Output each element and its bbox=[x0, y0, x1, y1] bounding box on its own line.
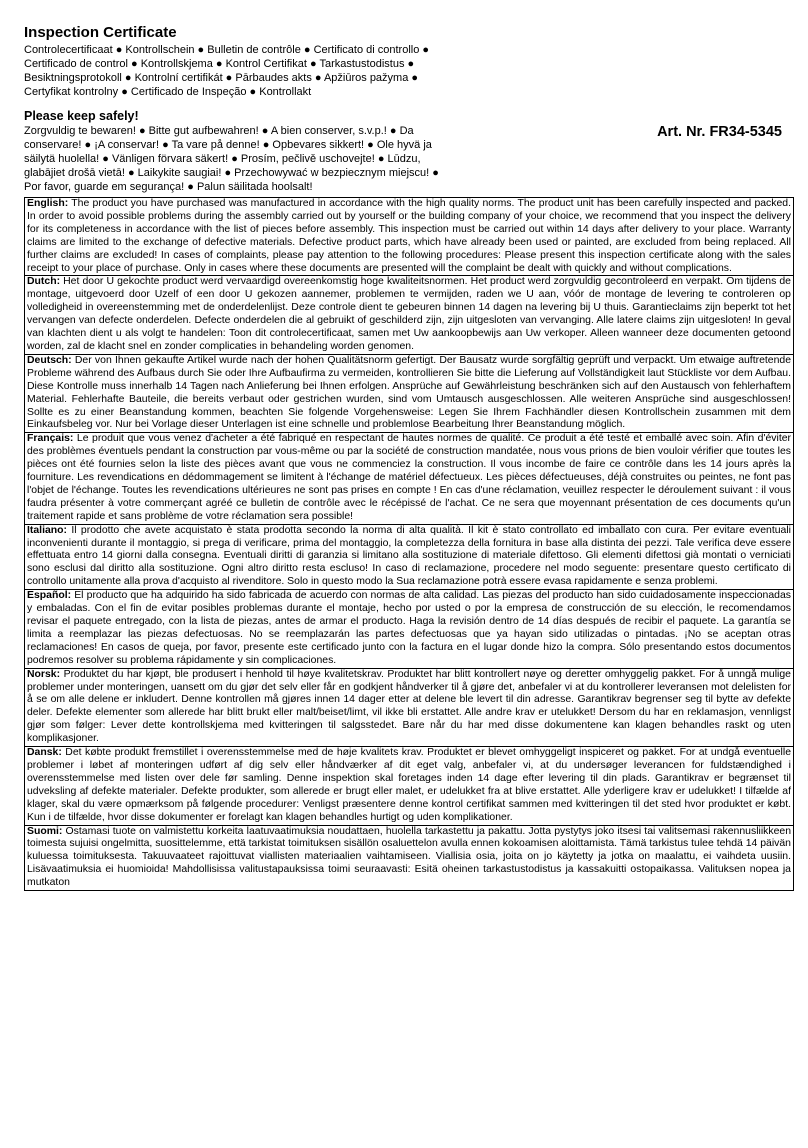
section-language-label: English: bbox=[27, 198, 69, 209]
section-text: Det købte produkt fremstillet i overensstemmelse med de høje kvalitets krav. Produktet er blevet omhyggeligt inspiceret og pakket. For at undgå eventuelle problemer i løbet af monteringen udført af dig selv eller håndværker af dit eget valg, anbefaler vi, at du undersøger leverancen for fuldstændighed i overensstemmelse med listen over dele før samling. Denne inspektion skal foretages inden 14 dage efter levering til din plads. Garantikrav er begrænset til udveksling af defekte materialer. Defekte produkter, som allerede er brugt eller malet, er udelukket fra at blive erstattet. Alle yderligere krav er udelukket! I tilfælde af klager, skal du være opmærksom på følgende procedurer: Venligst præsentere denne kontrol certifikat sammen med kvitteringen til det sted hvor produktet er købt. Kun i de tilfælde, hvor disse dokumenter er forelagt kan klagen behandles hurtigt og uden komplikationer. bbox=[27, 747, 791, 823]
section-dansk bbox=[25, 747, 793, 825]
title-translations: Controlecertificaat ● Kontrollschein ● Bulletin de contrôle ● Certificato di controllo ● Certificado de control ● Kontrollskjema ● Kontrol Certifikat ● Tarkastustodistus ● Besiktningsprotokoll ● Kontrolní certifikát ● Pārbaudes akts ● Apžiūros pažyma ● Certyfikat kontrolny ● Certificado de Inspeção ● Kontrollakt bbox=[24, 44, 430, 98]
section-text: El producto que ha adquirido ha sido fabricada de acuerdo con normas de alta calidad. Las piezas del producto han sido cuidadosamente inspeccionadas y embaladas. Con el fin de evitar posibles problemas durante el montaje, hecho por usted o por la empresa de construcción de su elección, le recomendamos revisar el paquete entregado, con la lista de piezas, antes de armar el producto. Haga la revisión dentro de 14 días después de recibir el paquete. La garantía se limita a reemplazar las piezas defectuosas. No se reemplazarán las partes defectuosas que ya hayan sido utilizadas o pintadas. ¡No se aceptan otras reclamaciones! En casos de queja, por favor, presente este certificado junto con la factura en el lugar donde hizo la compra. Sólo presentando estos documentos podremos resolver su problema rápidamente y sin complicaciones. bbox=[27, 590, 791, 666]
section-language-label: Dutch: bbox=[27, 276, 61, 288]
section-text: Le produit que vous venez d'acheter a été fabriqué en respectant de hautes normes de qualité. Ce produit a été testé et emballé avec soin. Afin d'éviter des problèmes éventuels pendant la construction par vous-même ou par la société de construction mandatée, nous vous prions de bien vouloir vérifier que toutes les pièces ont été fournies selon la liste des pièces avant que vous ne commenciez la construction. Il vous incombe de faire ce contrôle dans les 14 jours après la fourniture. Les revendications en dédommagement se limitent à l'échange de matériel défectueux. Les pièces défectueuses, déjà construites ou peintes, ne font pas l'objet de l'échange. Toutes les revendications ultérieures ne sont pas prises en compte ! En cas d'une réclamation, veuillez respecter le déroulement suivant : il vous faudra présenter à votre commerçant agréé ce bulletin de contrôle avec le récépissé de l'achat. Ce ne sera que moyennant présentation de ces documents qu'un traitement rapide et sans problème de votre réclamation sera possible! bbox=[27, 433, 791, 522]
section-dutch bbox=[25, 276, 793, 354]
section-english bbox=[25, 198, 793, 276]
section-norsk bbox=[25, 669, 793, 747]
section-text: Il prodotto che avete acquistato è stata prodotta secondo la norma di alta qualità. Il kit è stato controllato ed imballato con cura. Per evitare eventuali inconvenienti durante il montaggio, si prega di verificare, prima del montaggio, la completezza della fornitura in base alla distinta dei pezzi. Tale verifica deve essere effettuata entro 14 giorni dalla consegna. Eventuali diritti di garanzia si limitano alla sostituzione di materiale difettoso. Gli elementi difettosi già montati o verniciati sono esclusi dal diritto alla sostituzione. Ogni altro diritto resta escluso! In caso di reclamazione, procedere nel modo seguente: presentare questo certificato di controllo unitamente alla prova d'acquisto al rivenditore. Solo in questo modo la Sua reclamazione potrà essere evasa rapidamente e senza problemi. bbox=[27, 524, 791, 588]
section-language-label: Français: bbox=[27, 433, 74, 445]
section-deutsch bbox=[25, 355, 793, 433]
section-text: The product you have purchased was manufactured in accordance with the high quality norms. The product unit has been carefully inspected and packed. In order to avoid possible problems during the assembly carried out by yourself or the building company of your choice, we recommend that you inspect the delivery for its completeness in accordance with the list of pieces before assembly. This inspection must be carried out within 14 days after delivery to your place. Warranty claims are limited to the exchange of defective materials. Defective product parts, which have already been used or painted, are excluded from being replaced. All further claims are excluded! In cases of complaints, please pay attention to the following procedures: Please present this inspection certificate along with the sales receipt to your place of purchase. Only in cases where these documents are presented will the complaint be dealt with quickly and without complications. bbox=[27, 198, 791, 274]
page-title: Inspection Certificate bbox=[24, 24, 177, 41]
section-italiano bbox=[25, 525, 793, 591]
section-language-label: Italiano: bbox=[27, 524, 68, 536]
section-text: Het door U gekochte product werd vervaardigd overeenkomstig hoge kwaliteitsnormen. Het product werd zorgvuldig gecontroleerd en verpakt. Om tijdens de montage, uitgevoerd door Uzelf of een door U gekozen aannemer, problemen te vermijden, raden we U aan, vóór de montage de levering te controleren op volledigheid in overeenstemming met de onderdelenlijst. Deze controle dient te gebeuren binnen 14 dagen na levering bij U thuis. Garantieclaims zijn beperkt tot het vervangen van defecte onderdelen. Defecte onderdelen die al gebruikt of geschilderd zijn, zijn uitgesloten van vervanging. Alle latere claims zijn uitgesloten! In geval van klachten dient u als volgt te handelen: Toon dit controlecertificaat, samen met Uw aankoopbewijs aan Uw verkoper. Alleen wanneer deze documenten getoond worden, zal de klacht snel en zonder complicaties in behandeling worden genomen. bbox=[27, 276, 791, 352]
section-suomi bbox=[25, 826, 793, 891]
certificate-page bbox=[24, 24, 794, 891]
section-language-label: Deutsch: bbox=[27, 354, 72, 366]
keep-safely-heading: Please keep safely! bbox=[24, 109, 139, 123]
section-francais bbox=[25, 433, 793, 524]
section-language-label: Español: bbox=[27, 590, 72, 602]
section-text: Produktet du har kjøpt, ble produsert i henhold til høye kvalitetskrav. Produktet har blitt kontrollert nøye og deretter omhyggelig pakket. For å unngå mulige problemer under monteringen, uansett om du gjør det selv eller får en godkjent håndverker til å gjøre det, anbefaler vi at du kontrollerer leveransen mot delelisten for å se om alle delene er inkludert. Denne kontrollen må gjøres innen 14 dager etter at delene ble levert til din adresse. Garantikrav begrenser seg til bytte av defekte deler. Defekte elementer som allerede har blitt brukt eller malt/beiset/limt, vil ikke bli erstattet. Alle andre krav er utelukket! Dersom du har en reklamasjon, vennligst gjør som følger: Lever dette kontrollskjema med kvitteringen til salgsstedet. Bare når du har med disse dokumentene kan klagen behandles raskt og uten komplikasjoner. bbox=[27, 668, 791, 745]
section-language-label: Suomi: bbox=[27, 825, 63, 837]
language-sections bbox=[24, 197, 794, 891]
keep-safely-translations: Zorgvuldig te bewaren! ● Bitte gut aufbewahren! ● A bien conserver, s.v.p.! ● Da conservare! ● ¡A conservar! ● Ta vare på denne! ● Opbevares sikkert! ● Ole hyvä ja säilytä huolella! ● Vänligen förvara säkert! ● Prosím, pečlivě uschovejte! ● Lūdzu, glabājiet drošā vietā! ● Laikykite saugiai! ● Przechowywać w bezpiecznym miejscu! ● Por favor, guarde em segurança! ● Palun säilitada hoolsalt! bbox=[24, 125, 439, 193]
section-text: Der von Ihnen gekaufte Artikel wurde nach der hohen Qualitätsnorm gefertigt. Der Bausatz wurde sorgfältig geprüft und verpackt. Um etwaige auftretende Probleme während des Aufbaus durch Sie oder Ihre Aufbaufirma zu vermeiden, kontrollieren Sie bitte die Lieferung auf Vollständigkeit laut Stückliste vor dem Aufbau. Diese Kontrolle muss innerhalb 14 Tagen nach Anlieferung bei Ihnen erfolgen. Ansprüche auf Gewährleistung beschränken sich auf den Austausch von fehlerhaftem Material. Fehlerhafte Bauteile, die bereits verbaut oder gestrichen wurden, sind vom Umtausch ausgeschlossen. Alle weiteren Ansprüche sind ausgeschlossen! Sollte es zu einer Beanstandung kommen, beachten Sie folgende Vorgehensweise: Legen Sie Ihrem Fachhändler diesen Kontrollschein zusammen mit dem Einkaufsbeleg vor. Nur bei Vorlage dieser Unterlagen ist eine schnelle und problemlose Bearbeitung Ihrer Beanstandung möglich. bbox=[27, 354, 791, 431]
article-number: Art. Nr. FR34-5345 bbox=[657, 124, 782, 140]
section-language-label: Norsk: bbox=[27, 668, 61, 680]
section-text: Ostamasi tuote on valmistettu korkeita laatuvaatimuksia noudattaen, huolella tarkastettu ja pakattu. Jotta pystytys joko itsesi tai valitsemasi rakennusliikkeen toimesta sujuisi ongelmitta, suosittelemme, että tarkistat toimituksen sisällön osaluettelon avulla ennen kokoamisen aloittamista. Tämä tarkistus tulee tehdä 14 päivän kuluessa toimituksesta. Takuuvaateet rajoittuvat viallisten materiaalien vaihtamiseen. Viallisia osia, joita on jo käytetty ja jotka on maalattu, ei vaihdeta uusiin. Lisävaatimuksia ei huomioida! Mahdollisissa valitustapauksissa toimi seuraavasti: Esitä oheinen tarkastustodistus ja kassakuitti ostopaikassa. Valituksen nopea ja mutkaton bbox=[27, 825, 791, 889]
section-espanol bbox=[25, 590, 793, 668]
section-language-label: Dansk: bbox=[27, 747, 62, 759]
